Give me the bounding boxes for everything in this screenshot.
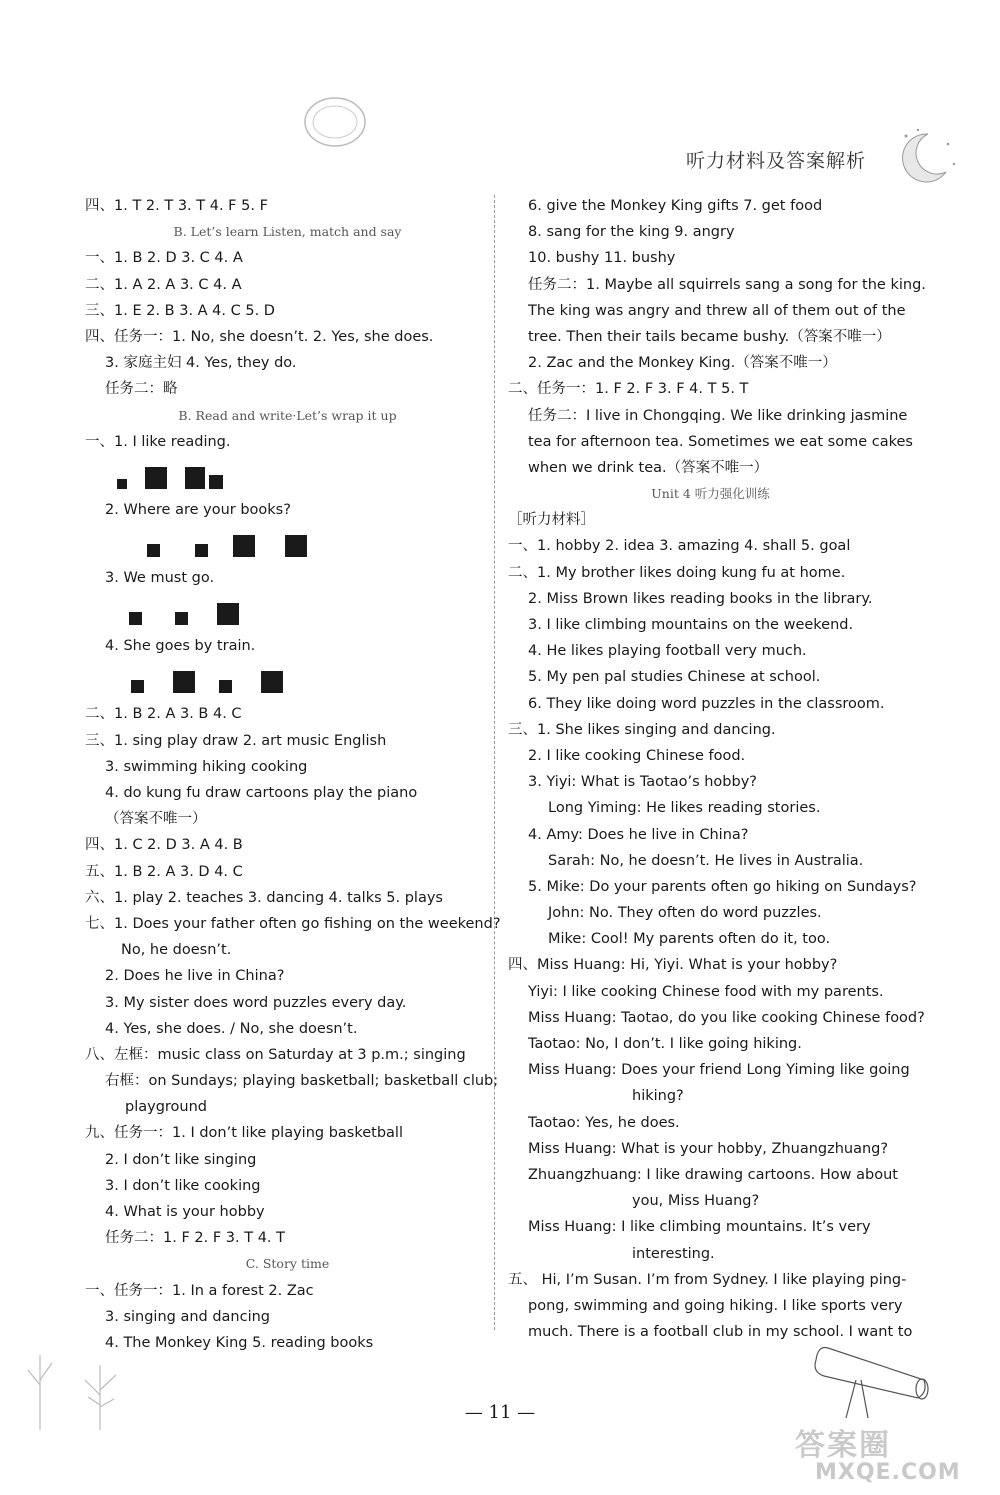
tone-boxes xyxy=(85,591,490,633)
tone-box xyxy=(147,544,160,557)
answer-line: 4. Yes, she does. / No, she doesn’t. xyxy=(105,1020,358,1037)
answer-line: Mike: Cool! My parents often do it, too. xyxy=(548,931,831,948)
moon-icon xyxy=(888,126,958,186)
answer-line: playground xyxy=(125,1099,208,1116)
answer-line: 八、左框：music class on Saturday at 3 p.m.; singing xyxy=(85,1046,466,1063)
answer-line: 4. She goes by train. xyxy=(105,638,256,655)
column-divider xyxy=(494,195,495,1330)
left-column xyxy=(85,193,501,1356)
answer-line: 三、1. sing play draw 2. art music English xyxy=(85,732,387,749)
answer-line: 一、任务一：1. In a forest 2. Zac xyxy=(85,1282,314,1299)
answer-line: 任务二：略 xyxy=(105,381,178,398)
answer-line: 二、1. My brother likes doing kung fu at home. xyxy=(508,564,846,581)
answer-line: 6. give the Monkey King gifts 7. get food xyxy=(528,198,823,214)
answer-line: 一、1. B 2. D 3. C 4. A xyxy=(85,250,243,267)
tone-box xyxy=(233,535,255,557)
answer-line: tea for afternoon tea. Sometimes we eat some cakes xyxy=(528,433,913,450)
answer-line: interesting. xyxy=(632,1245,715,1262)
answer-line: 4. The Monkey King 5. reading books xyxy=(105,1334,374,1351)
tone-box xyxy=(129,612,142,625)
answer-line: 2. Miss Brown likes reading books in the library. xyxy=(528,590,873,607)
tone-box xyxy=(261,671,283,693)
answer-line: 3. swimming hiking cooking xyxy=(105,758,308,775)
answer-line: when we drink tea.（答案不唯一） xyxy=(528,459,769,476)
answer-line: 任务二：I live in Chongqing. We like drinking jasmine xyxy=(528,407,908,424)
answer-line: 3. I don’t like cooking xyxy=(105,1177,261,1194)
answer-line: 4. do kung fu draw cartoons play the piano xyxy=(105,785,418,801)
page-header-title: 听力材料及答案解析 xyxy=(686,150,867,172)
tone-box xyxy=(219,680,232,693)
answer-line: 2. Does he live in China? xyxy=(105,968,285,985)
tone-box xyxy=(217,603,239,625)
telescope-illustration xyxy=(806,1340,936,1420)
answer-line: The king was angry and threw all of them out of the xyxy=(528,302,906,319)
answer-line: 6. They like doing word puzzles in the classroom. xyxy=(528,695,885,712)
answer-line: 二、1. A 2. A 3. C 4. A xyxy=(85,276,242,293)
answer-line: 二、任务一：1. F 2. F 3. F 4. T 5. T xyxy=(508,381,749,398)
answer-line: 8. sang for the king 9. angry xyxy=(528,224,735,241)
answer-line: Long Yiming: He likes reading stories. xyxy=(548,800,821,817)
answer-line: 2. Where are your books? xyxy=(105,501,291,518)
answer-line: 4. Amy: Does he live in China? xyxy=(528,826,749,843)
answer-line: Zhuangzhuang: I like drawing cartoons. How about xyxy=(528,1166,898,1183)
page-number: — 11 — xyxy=(464,1402,536,1423)
answer-line: 四、1. C 2. D 3. A 4. B xyxy=(85,837,243,854)
tone-boxes xyxy=(85,659,490,701)
watermark-logo: 答案圈 xyxy=(795,1428,891,1463)
answer-line: 2. I don’t like singing xyxy=(105,1151,257,1168)
stamp-seal xyxy=(300,92,370,152)
answer-line: pong, swimming and going hiking. I like sports very xyxy=(528,1297,903,1314)
answer-line: 四、Miss Huang: Hi, Yiyi. What is your hobby? xyxy=(508,957,838,974)
answer-line: Sarah: No, he doesn’t. He lives in Australia. xyxy=(548,852,864,869)
tone-boxes xyxy=(85,523,490,565)
section-heading: C. Story time xyxy=(245,1256,330,1272)
tone-box xyxy=(145,467,167,489)
answer-line: 2. I like cooking Chinese food. xyxy=(528,747,746,764)
answer-line: （答案不唯一） xyxy=(105,811,207,828)
answer-line: 3. We must go. xyxy=(105,570,215,587)
watermark-url: MXQE.COM xyxy=(815,1460,961,1485)
tone-box xyxy=(209,475,223,489)
tone-box xyxy=(117,479,127,489)
answer-line: much. There is a football club in my school. I want to xyxy=(528,1324,913,1341)
answer-line: tree. Then their tails became bushy.（答案不唯一） xyxy=(528,328,891,345)
section-label: ［听力材料］ xyxy=(508,512,595,529)
answer-line: Miss Huang: Does your friend Long Yiming like going xyxy=(528,1062,910,1079)
answer-line: 三、1. She likes singing and dancing. xyxy=(508,721,776,738)
answer-line: 5. My pen pal studies Chinese at school. xyxy=(528,669,821,686)
answer-line: No, he doesn’t. xyxy=(121,942,232,959)
answer-line: 二、1. B 2. A 3. B 4. C xyxy=(85,706,242,723)
tone-box xyxy=(131,680,144,693)
tone-box xyxy=(173,671,195,693)
answer-line: 右框：on Sundays; playing basketball; basketball club; xyxy=(105,1073,499,1090)
answer-line: 3. I like climbing mountains on the weekend. xyxy=(528,617,854,633)
answer-line: 任务二：1. Maybe all squirrels sang a song for the king. xyxy=(528,276,926,293)
answer-line: 3. Yiyi: What is Taotao’s hobby? xyxy=(528,774,757,791)
tone-box xyxy=(175,612,188,625)
answer-line: 九、任务一：1. I don’t like playing basketball xyxy=(85,1125,403,1142)
answer-line: Miss Huang: Taotao, do you like cooking Chinese food? xyxy=(528,1009,925,1026)
answer-line: 七、1. Does your father often go fishing on the weekend? xyxy=(85,915,501,932)
answer-line: 五、 Hi, I’m Susan. I’m from Sydney. I like playing ping- xyxy=(508,1271,907,1288)
section-heading: B. Read and write·Let’s wrap it up xyxy=(178,407,397,423)
answer-line: 四、1. T 2. T 3. T 4. F 5. F xyxy=(85,198,268,214)
answer-line: 五、1. B 2. A 3. D 4. C xyxy=(85,863,243,880)
answer-line: John: No. They often do word puzzles. xyxy=(548,905,822,922)
answer-line: 六、1. play 2. teaches 3. dancing 4. talks 5. plays xyxy=(85,889,443,906)
tone-box xyxy=(195,544,208,557)
answer-line: 2. Zac and the Monkey King.（答案不唯一） xyxy=(528,355,837,372)
answer-line: 三、1. E 2. B 3. A 4. C 5. D xyxy=(85,302,275,319)
answer-line: 一、1. I like reading. xyxy=(85,433,231,450)
answer-line: 一、1. hobby 2. idea 3. amazing 4. shall 5. goal xyxy=(508,538,851,555)
answer-line: hiking? xyxy=(632,1088,684,1105)
answer-line: 3. singing and dancing xyxy=(105,1308,271,1325)
answer-line: Miss Huang: I like climbing mountains. It’s very xyxy=(528,1219,871,1236)
answer-line: 5. Mike: Do your parents often go hiking on Sundays? xyxy=(528,878,917,895)
tone-box xyxy=(185,467,205,489)
answer-line: 4. He likes playing football very much. xyxy=(528,643,807,660)
section-heading: B. Let’s learn Listen, match and say xyxy=(173,224,402,240)
section-heading: Unit 4 听力强化训练 xyxy=(651,486,770,502)
answer-line: 任务二：1. F 2. F 3. T 4. T xyxy=(105,1230,285,1247)
answer-line: 10. bushy 11. bushy xyxy=(528,250,676,267)
answer-line: Taotao: No, I don’t. I like going hiking. xyxy=(528,1036,802,1052)
tone-box xyxy=(285,535,307,557)
answer-line: Yiyi: I like cooking Chinese food with my parents. xyxy=(528,983,884,1000)
answer-line: 3. My sister does word puzzles every day. xyxy=(105,994,407,1011)
answer-line: Miss Huang: What is your hobby, Zhuangzhuang? xyxy=(528,1140,889,1157)
answer-line: 四、任务一：1. No, she doesn’t. 2. Yes, she does. xyxy=(85,328,434,345)
answer-line: 4. What is your hobby xyxy=(105,1204,265,1220)
answer-line: you, Miss Huang? xyxy=(632,1193,760,1210)
answer-line: 3. 家庭主妇 4. Yes, they do. xyxy=(105,355,297,372)
tone-boxes xyxy=(85,455,490,497)
answer-line: Taotao: Yes, he does. xyxy=(528,1114,680,1131)
right-column xyxy=(508,193,926,1345)
